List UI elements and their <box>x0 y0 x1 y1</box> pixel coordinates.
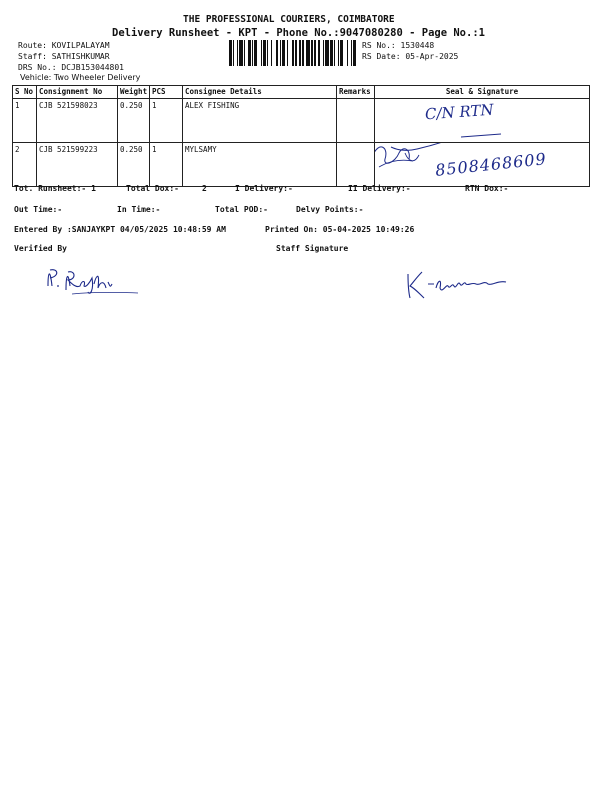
cell-consignee: ALEX FISHING <box>183 99 337 143</box>
i-delivery: I Delivery:- <box>235 184 293 193</box>
table-row <box>13 99 590 143</box>
col-header-consignment: Consignment No <box>37 86 118 99</box>
table-row <box>13 143 590 187</box>
handwritten-cn-rtn: C/N RTN <box>403 101 523 141</box>
cell-consignment: CJB 521599223 <box>37 143 118 187</box>
cell-sno: 1 <box>13 99 37 143</box>
verified-by-label: Verified By <box>14 244 67 253</box>
col-header-remarks: Remarks <box>337 86 375 99</box>
cell-pcs: 1 <box>150 143 183 187</box>
printed-on: Printed On: 05-04-2025 10:49:26 <box>265 225 415 234</box>
col-header-pcs: PCS <box>150 86 183 99</box>
in-time: In Time:- <box>117 205 161 214</box>
cell-remarks <box>337 99 375 143</box>
runsheet-table <box>12 85 590 187</box>
entered-by: Entered By :SANJAYKPT 04/05/2025 10:48:59 AM <box>14 225 226 234</box>
verifier-signature <box>42 262 152 302</box>
total-pod: Total POD:- <box>215 205 268 214</box>
route-text: Route: KOVILPALAYAM <box>18 41 110 50</box>
total-dox-value: 2 <box>202 184 207 193</box>
cell-weight: 0.250 <box>118 143 150 187</box>
rs-date: RS Date: 05-Apr-2025 <box>362 52 459 61</box>
staff-signature <box>402 268 522 304</box>
handwritten-phone-signature: 8508468609 <box>375 143 586 184</box>
cell-consignment: CJB 521598023 <box>37 99 118 143</box>
delvy-points: Delvy Points:- <box>296 205 364 214</box>
staff-text: Staff: SATHISHKUMAR <box>18 52 110 61</box>
barcode <box>229 40 357 66</box>
table-header-row <box>13 86 590 99</box>
col-header-sno: S No <box>13 86 37 99</box>
staff-signature-label: Staff Signature <box>276 244 349 253</box>
company-title: THE PROFESSIONAL COURIERS, COIMBATORE <box>183 14 395 25</box>
runsheet-subtitle: Delivery Runsheet - KPT - Phone No.:9047080280 - Page No.:1 <box>112 27 485 39</box>
rtn-dox: RTN Dox:- <box>465 184 509 193</box>
tot-runsheet: Tot. Runsheet:- 1 <box>14 184 96 193</box>
col-header-consignee: Consignee Details <box>183 86 337 99</box>
out-time: Out Time:- <box>14 205 63 214</box>
cell-consignee: MYLSAMY <box>183 143 337 187</box>
cell-remarks <box>337 143 375 187</box>
ii-delivery: II Delivery:- <box>348 184 411 193</box>
cell-seal-signature <box>375 143 590 187</box>
cell-pcs: 1 <box>150 99 183 143</box>
rs-number: RS No.: 1530448 <box>362 41 435 50</box>
cell-seal-signature <box>375 99 590 143</box>
cell-sno: 2 <box>13 143 37 187</box>
total-dox-label: Total Dox:- <box>126 184 179 193</box>
col-header-weight: Weight <box>118 86 150 99</box>
col-header-seal: Seal & Signature <box>375 86 590 99</box>
vehicle-text: Vehicle: Two Wheeler Delivery <box>20 73 141 82</box>
cell-weight: 0.250 <box>118 99 150 143</box>
drs-number: DRS No.: DCJB153044801 <box>18 63 124 72</box>
